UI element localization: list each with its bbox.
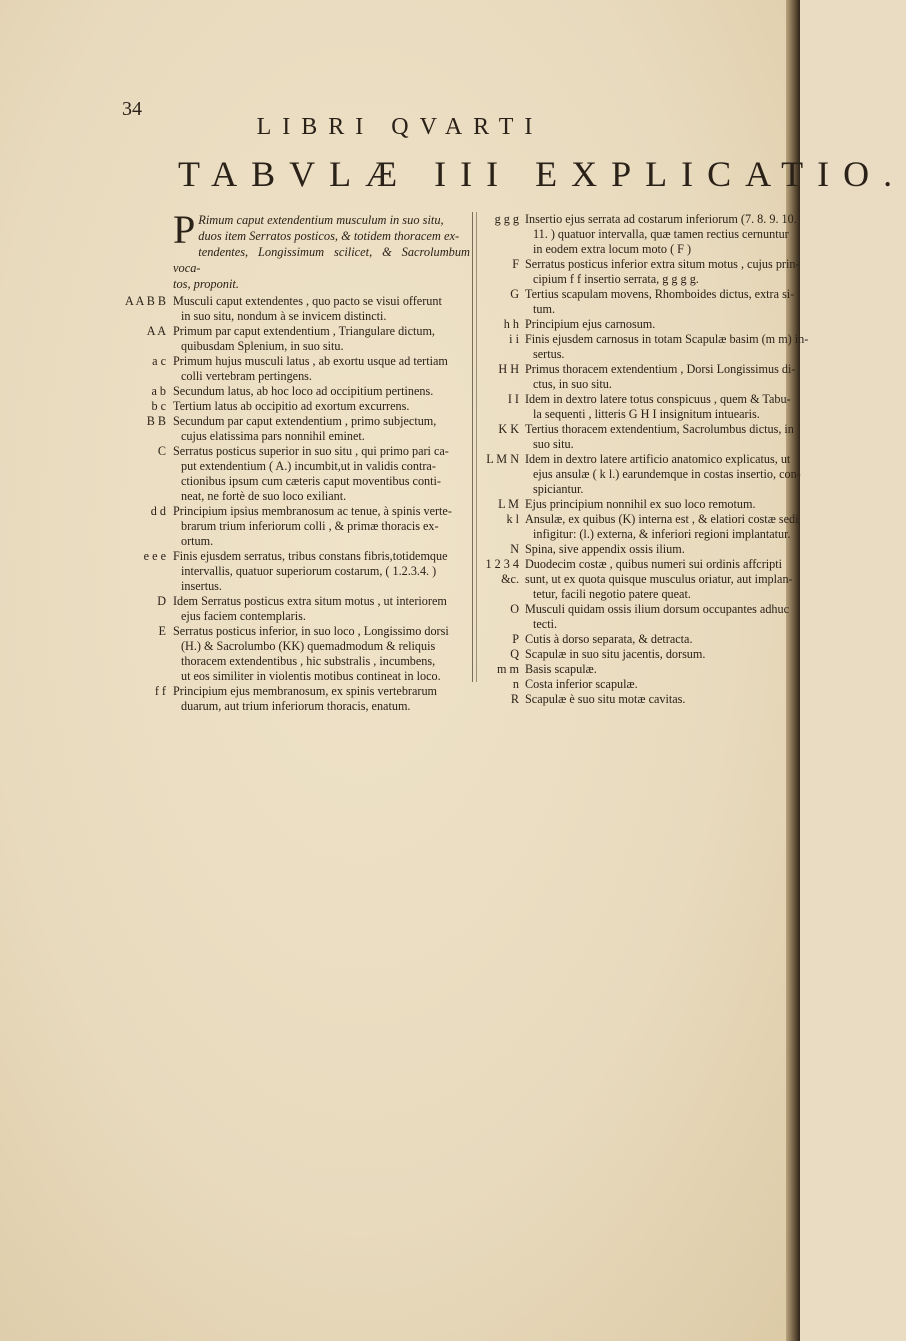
intro-line: tendentes, Longissimum scilicet, & Sacrolumbum voca-	[173, 245, 470, 275]
legend-key: D	[157, 594, 166, 608]
legend-line: ejus faciem contemplaris.	[181, 609, 306, 623]
legend-entry	[118, 549, 470, 594]
legend-line: Spina, sive appendix ossis ilium.	[525, 542, 685, 556]
legend-entry	[476, 362, 796, 392]
legend-line: Costa inferior scapulæ.	[525, 677, 638, 691]
legend-key: K K	[498, 422, 519, 436]
legend-entry	[476, 257, 800, 287]
legend-line: Principium ejus carnosum.	[525, 317, 656, 331]
legend-line: Principium ejus membranosum, ex spinis vertebrarum	[173, 684, 438, 698]
legend-description	[173, 594, 470, 624]
legend-line: Primum hujus musculi latus , ab exortu usque ad tertiam	[173, 354, 448, 368]
legend-line: 11. ) quatuor intervalla, quæ tamen rectius cernuntur	[533, 227, 789, 241]
legend-line: Musculi caput extendentes , quo pacto se visui offerunt	[173, 294, 442, 308]
legend-description	[525, 512, 799, 542]
legend-entry	[118, 399, 470, 414]
legend-description	[525, 677, 792, 692]
legend-line: Idem in dextro latere totus conspicuus , quem & Tabu-	[525, 392, 791, 406]
intro-paragraph	[173, 207, 470, 292]
legend-entry	[476, 497, 792, 512]
legend-line: thoracem extendentibus , hic substralis , incumbens,	[181, 654, 436, 668]
legend-description	[173, 624, 470, 684]
legend-line: Scapulæ in suo situ jacentis, dorsum.	[525, 647, 706, 661]
legend-line: intervallis, quatuor superiorum costarum, ( 1.2.3.4. )	[181, 564, 437, 578]
legend-line: ut eos similiter in violentis motibus contineat in loco.	[181, 669, 441, 683]
legend-entry	[118, 414, 470, 444]
legend-line: Cutis à dorso separata, & detracta.	[525, 632, 693, 646]
legend-key: G	[510, 287, 519, 301]
legend-description	[173, 684, 470, 714]
legend-key: R	[510, 692, 519, 706]
legend-description	[525, 212, 797, 257]
legend-line: cipium f f insertio serrata, g g g g.	[533, 272, 699, 286]
legend-description	[173, 444, 470, 504]
legend-entry	[476, 572, 792, 602]
legend-line: tecti.	[533, 617, 558, 631]
legend-key: d d	[150, 504, 166, 518]
legend-entry	[118, 624, 470, 684]
legend-key: O	[510, 602, 519, 616]
legend-entry	[476, 632, 792, 647]
legend-description	[173, 354, 470, 384]
right-column	[476, 212, 809, 707]
legend-entry	[118, 684, 470, 714]
legend-line: Serratus posticus superior in suo situ , qui primo pari ca-	[173, 444, 449, 458]
legend-description	[525, 647, 792, 662]
legend-line: put extendentium ( A.) incumbit,ut in validis contra-	[181, 459, 436, 473]
legend-line: Duodecim costæ , quibus numeri sui ordinis affcripti	[525, 557, 783, 571]
legend-line: Idem in dextro latere artificio anatomico explicatus, ut	[525, 452, 791, 466]
legend-line: Primus thoracem extendentium , Dorsi Longissimus di-	[525, 362, 796, 376]
legend-key: B B	[146, 414, 166, 428]
legend-description	[173, 294, 470, 324]
legend-description	[525, 332, 808, 362]
legend-line: Musculi quidam ossis ilium dorsum occupantes adhuc	[525, 602, 790, 616]
legend-description	[525, 422, 794, 452]
legend-entry	[476, 452, 801, 497]
legend-line: (H.) & Sacrolumbo (KK) quemadmodum & reliquis	[181, 639, 436, 653]
legend-line: Insertio ejus serrata ad costarum inferiorum (7. 8. 9. 10.	[525, 212, 797, 226]
legend-entry	[118, 294, 470, 324]
legend-description	[525, 362, 795, 392]
legend-description	[173, 414, 470, 444]
book-title: LIBRI QVARTI	[256, 114, 544, 140]
legend-entry	[476, 602, 792, 632]
legend-key: f f	[154, 684, 166, 698]
legend-key: I I	[507, 392, 519, 406]
legend-line: Scapulæ è suo situ motæ cavitas.	[525, 692, 686, 706]
legend-entry	[476, 332, 809, 362]
legend-line: Serratus posticus inferior extra situm motus , cujus prin-	[525, 257, 800, 271]
legend-key: e e e	[143, 549, 166, 563]
legend-description	[173, 324, 470, 354]
legend-description	[173, 504, 470, 549]
legend-entry	[118, 594, 470, 624]
section-title: TABVLÆ III EXPLICATIO.	[178, 154, 906, 194]
legend-entry	[476, 317, 792, 332]
legend-line: Finis ejusdem serratus, tribus constans fibris,totidemque	[173, 549, 448, 563]
column-divider	[472, 212, 473, 682]
legend-key: a b	[151, 384, 166, 398]
legend-line: Idem Serratus posticus extra situm motus , ut interiorem	[173, 594, 447, 608]
legend-description	[525, 632, 792, 647]
legend-description	[525, 692, 792, 707]
drop-cap-initial: P	[173, 207, 196, 252]
legend-line: Secundum par caput extendentium , primo subjectum,	[173, 414, 437, 428]
legend-line: la sequenti , litteris G H I insignitum intuearis.	[533, 407, 760, 421]
legend-line: brarum trium inferiorum colli , & primæ thoracis ex-	[181, 519, 439, 533]
intro-line: Rimum caput extendentium musculum in suo situ,	[198, 213, 444, 227]
legend-key: L M	[498, 497, 519, 511]
legend-key: N	[510, 542, 519, 556]
legend-entry	[476, 677, 792, 692]
legend-key: P	[512, 632, 519, 646]
legend-key: A A B B	[125, 294, 166, 308]
legend-description	[525, 557, 792, 572]
legend-description	[525, 317, 792, 332]
legend-description	[173, 399, 470, 414]
legend-line: in eodem extra locum moto ( F )	[533, 242, 692, 256]
legend-key: g g g	[494, 212, 519, 226]
legend-line: ctus, in suo situ.	[533, 377, 612, 391]
legend-key: b c	[151, 399, 166, 413]
legend-description	[173, 384, 470, 399]
legend-line: Ansulæ, ex quibus (K) interna est , & elatiori costæ sedi	[525, 512, 799, 526]
legend-key: &c.	[501, 572, 519, 586]
legend-line: Tertius scapulam movens, Rhomboides dictus, extra si-	[525, 287, 795, 301]
legend-line: ctionibus ipsum cum cæteris caput moventibus conti-	[181, 474, 441, 488]
legend-key: m m	[496, 662, 519, 676]
legend-key: a c	[152, 354, 166, 368]
legend-line: spiciantur.	[533, 482, 584, 496]
legend-description	[525, 257, 800, 287]
legend-line: tetur, facili negotio patere queat.	[533, 587, 691, 601]
legend-entry	[476, 392, 792, 422]
legend-description	[525, 392, 792, 422]
legend-description	[525, 452, 801, 497]
legend-entry	[118, 384, 470, 399]
legend-key: k l	[506, 512, 519, 526]
legend-line: infigitur: (l.) externa, & inferiori regioni implantatur.	[533, 527, 791, 541]
legend-line: Secundum latus, ab hoc loco ad occipitium pertinens.	[173, 384, 434, 398]
legend-line: colli vertebram pertingens.	[181, 369, 312, 383]
legend-line: Tertium latus ab occipitio ad exortum excurrens.	[173, 399, 410, 413]
legend-key: F	[512, 257, 519, 271]
legend-line: in suo situ, nondum à se invicem distincti.	[181, 309, 387, 323]
legend-line: Principium ipsius membranosum ac tenue, à spinis verte-	[173, 504, 452, 518]
legend-key: n	[512, 677, 519, 691]
legend-line: cujus elatissima pars nonnihil eminet.	[181, 429, 365, 443]
legend-entry	[476, 557, 792, 572]
left-column	[118, 207, 470, 714]
legend-description	[173, 549, 470, 594]
legend-line: Finis ejusdem carnosus in totam Scapulæ basim (m m) in-	[525, 332, 809, 346]
legend-entry	[118, 324, 470, 354]
legend-entry	[476, 692, 792, 707]
legend-line: Tertius thoracem extendentium, Sacrolumbus dictus, in	[525, 422, 794, 436]
legend-entry	[118, 444, 470, 504]
legend-line: neat, ne fortè de suo loco exiliant.	[181, 489, 347, 503]
legend-line: ortum.	[181, 534, 214, 548]
legend-entry	[476, 647, 792, 662]
legend-description	[525, 602, 792, 632]
legend-key: Q	[510, 647, 519, 661]
legend-key: h h	[503, 317, 519, 331]
legend-entry	[476, 287, 795, 317]
legend-line: ejus ansulæ ( k l.) earundemque in costas insertio, con-	[533, 467, 801, 481]
legend-key: A A	[146, 324, 166, 338]
legend-key: C	[157, 444, 166, 458]
legend-line: suo situ.	[533, 437, 574, 451]
legend-description	[525, 572, 793, 602]
legend-entry	[118, 504, 470, 549]
legend-line: sertus.	[533, 347, 565, 361]
legend-line: Serratus posticus inferior, in suo loco , Longissimo dorsi	[173, 624, 449, 638]
legend-description	[525, 497, 792, 512]
legend-line: duarum, aut trium inferiorum thoracis, enatum.	[181, 699, 411, 713]
legend-line: quibusdam Splenium, in suo situ.	[181, 339, 344, 353]
legend-entry	[476, 542, 792, 557]
legend-line: tum.	[533, 302, 556, 316]
legend-line: insertus.	[181, 579, 222, 593]
legend-line: Ejus principium nonnihil ex suo loco remotum.	[525, 497, 756, 511]
legend-line: sunt, ut ex quota quisque musculus oriatur, aut implan-	[525, 572, 793, 586]
legend-key: L M N	[486, 452, 519, 466]
page-number: 34	[122, 98, 142, 120]
legend-key: E	[158, 624, 166, 638]
legend-key: 1 2 3 4	[485, 557, 519, 571]
legend-key: H H	[498, 362, 519, 376]
left-entry-list	[118, 294, 470, 714]
legend-line: Primum par caput extendentium , Triangulare dictum,	[173, 324, 435, 338]
intro-line: duos item Serratos posticos, & totidem thoracem ex-	[198, 229, 460, 243]
legend-entry	[118, 354, 470, 384]
legend-entry	[476, 512, 799, 542]
intro-line: tos, proponit.	[173, 277, 239, 291]
legend-description	[525, 287, 794, 317]
legend-description	[525, 542, 792, 557]
legend-entry	[476, 212, 797, 257]
legend-line: Basis scapulæ.	[525, 662, 597, 676]
legend-key: i i	[509, 332, 519, 346]
right-entry-list	[476, 212, 809, 707]
legend-description	[525, 662, 792, 677]
legend-entry	[476, 662, 792, 677]
legend-entry	[476, 422, 792, 452]
